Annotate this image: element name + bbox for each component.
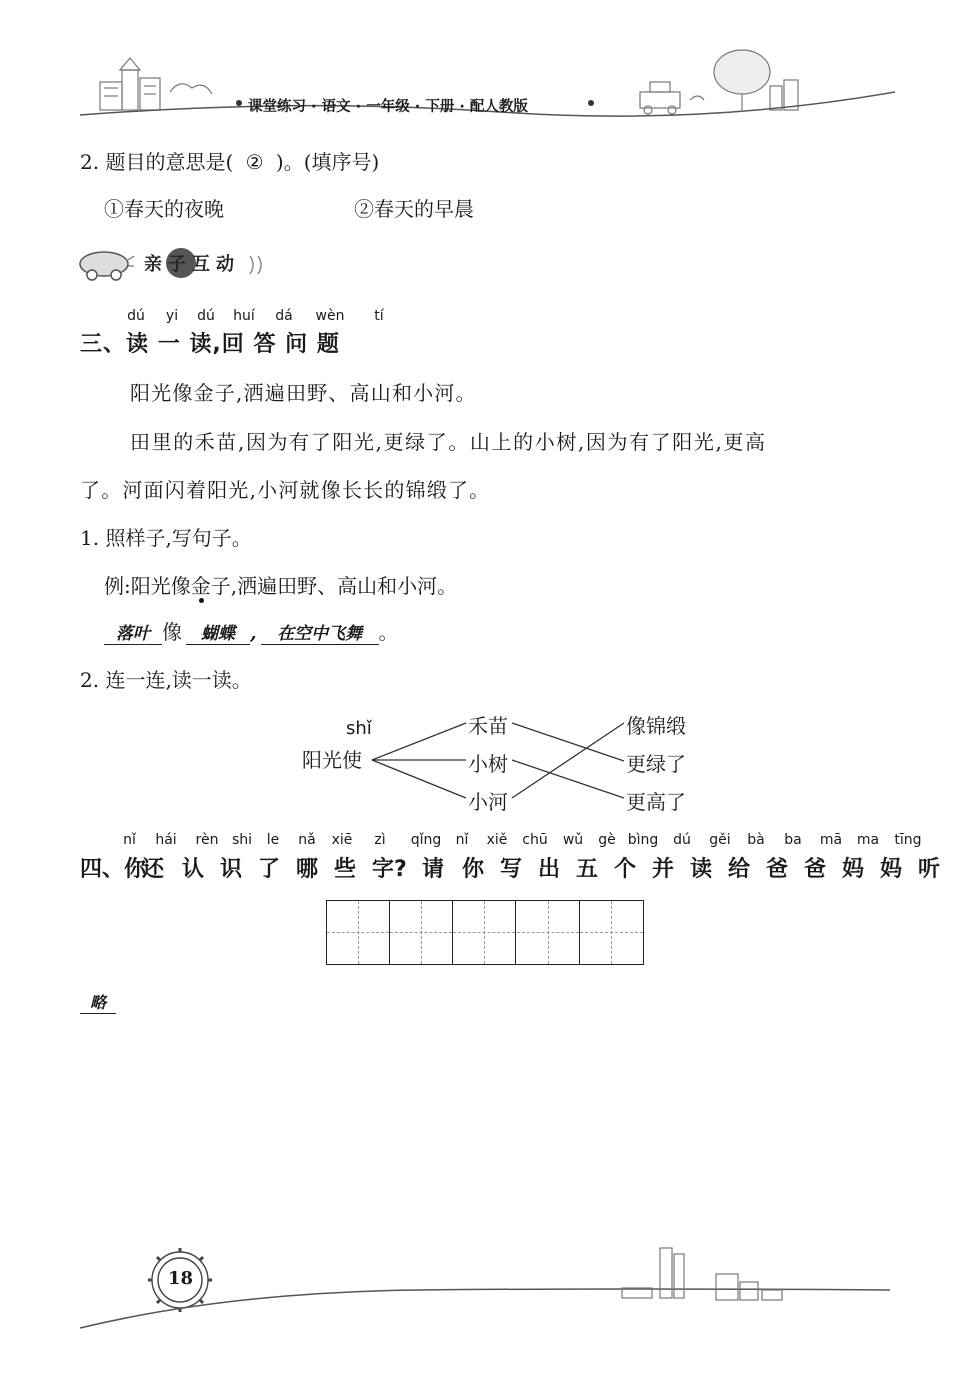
- pinyin: le: [266, 832, 280, 848]
- grid-cell[interactable]: [517, 901, 580, 964]
- title-char: 读: [126, 332, 150, 357]
- question-1-title: 1. 照样子,写句子。: [80, 526, 252, 550]
- line-subject-to-1: [372, 723, 466, 760]
- match-middle-2: 小树: [468, 752, 508, 776]
- question-2-text-before: 2. 题目的意思是(: [80, 150, 234, 174]
- pinyin: xiē: [331, 832, 353, 848]
- title-char: 写: [500, 857, 523, 882]
- grid-cell[interactable]: [327, 901, 390, 964]
- title-char: 读: [690, 857, 713, 882]
- pinyin: ma: [856, 832, 880, 848]
- answer-like-word: 像: [162, 620, 182, 644]
- title-char: 妈: [842, 857, 865, 882]
- pinyin: nǐ: [455, 832, 469, 848]
- answer-period: 。: [378, 622, 398, 644]
- section-4-pinyin: [114, 832, 929, 848]
- title-char: 听: [918, 857, 941, 882]
- section-4-answer-blank: 略: [80, 990, 116, 1014]
- section-4-title: [80, 852, 956, 883]
- title-char: 爸: [766, 857, 789, 882]
- example-sentence: 例:阳光像金子,洒遍田野、高山和小河。: [104, 574, 458, 598]
- title-char: 你: [462, 857, 485, 882]
- pinyin: huí: [233, 308, 255, 324]
- grid-guide-horizontal: [390, 932, 452, 933]
- pinyin: tí: [374, 308, 384, 324]
- grid-guide-horizontal: [580, 932, 643, 933]
- title-char: 妈: [880, 857, 903, 882]
- pinyin: gè: [598, 832, 616, 848]
- line-2-to-taller: [512, 760, 624, 798]
- title-char: 给: [728, 857, 751, 882]
- match-subject: 阳光使: [302, 748, 362, 772]
- pinyin: hái: [155, 832, 177, 848]
- grid-cell[interactable]: [390, 901, 453, 964]
- footer-curve-line: [80, 1289, 890, 1328]
- pinyin: qǐng: [410, 832, 442, 848]
- answer-blank-action: 在空中飞舞: [261, 619, 379, 645]
- option-2: ②春天的早晨: [354, 197, 474, 221]
- line-subject-to-3: [372, 760, 466, 798]
- match-right-1: 像锦缎: [626, 714, 686, 738]
- pinyin: zì: [374, 832, 386, 848]
- pinyin: tīng: [894, 832, 922, 848]
- passage-paragraph-2-line-1: 田里的禾苗,因为有了阳光,更绿了。山上的小树,因为有了阳光,更高: [130, 430, 767, 454]
- match-middle-1: 禾苗: [468, 714, 508, 738]
- passage-paragraph-2-line-2: 了。河面闪着阳光,小河就像长长的锦缎了。: [80, 478, 491, 502]
- title-char: 五: [576, 857, 599, 882]
- grid-cell[interactable]: [580, 901, 643, 964]
- header-title: 课堂练习 · 语文 · 一年级 · 下册 · 配人教版: [248, 99, 528, 115]
- answer-comma: ,: [250, 622, 257, 644]
- pinyin: bà: [747, 832, 765, 848]
- title-char: 认: [182, 857, 205, 882]
- pinyin: chū: [522, 832, 548, 848]
- badge-label: 亲子互动: [144, 254, 240, 275]
- grid-cell[interactable]: [453, 901, 516, 964]
- pinyin: rèn: [195, 832, 219, 848]
- pinyin: dú: [197, 308, 215, 324]
- title-char: 四、你: [80, 857, 147, 882]
- pinyin: gěi: [709, 832, 731, 848]
- line-3-to-brocade: [512, 723, 624, 798]
- grid-guide-horizontal: [327, 932, 389, 933]
- pinyin: wèn: [315, 308, 345, 324]
- answer-blank-subject: 落叶: [104, 619, 162, 645]
- match-right-3: 更高了: [626, 790, 686, 814]
- match-middle-3: 小河: [468, 790, 508, 814]
- pinyin: nǐ: [123, 832, 136, 848]
- pinyin: bìng: [627, 832, 659, 848]
- title-char: 了: [258, 857, 281, 882]
- footer-decoration: [0, 1230, 979, 1340]
- pinyin: ba: [784, 832, 802, 848]
- title-char: 爸: [804, 857, 827, 882]
- section-3-prefix: 三、: [80, 332, 127, 357]
- writing-grid: [326, 900, 644, 965]
- title-char: 出: [538, 857, 561, 882]
- grid-guide-horizontal: [453, 932, 515, 933]
- title-char: ,回: [212, 332, 245, 357]
- title-char: 些: [334, 857, 357, 882]
- pinyin: dá: [275, 308, 293, 324]
- title-char: 请: [422, 857, 445, 882]
- page-number: 18: [168, 1268, 194, 1289]
- match-pinyin: shǐ: [346, 718, 372, 739]
- title-char: 字?: [372, 857, 407, 882]
- title-char: 识: [220, 857, 243, 882]
- title-char: 答: [253, 332, 277, 357]
- pinyin: wǔ: [562, 832, 584, 848]
- title-char: 题: [316, 332, 340, 357]
- town-sketch-footer: [622, 1248, 782, 1300]
- pinyin: dú: [127, 308, 145, 324]
- title-char: 哪: [296, 857, 319, 882]
- pinyin: dú: [673, 832, 691, 848]
- match-right-2: 更绿了: [626, 752, 686, 776]
- passage-paragraph-1: 阳光像金子,洒遍田野、高山和小河。: [130, 381, 477, 405]
- title-char: 并: [652, 857, 675, 882]
- pinyin: shi: [231, 832, 253, 848]
- pinyin: xiě: [486, 832, 508, 848]
- pinyin: yi: [165, 308, 179, 324]
- title-char: 个: [614, 857, 637, 882]
- title-char: 读: [189, 332, 213, 357]
- line-1-to-green: [512, 723, 624, 761]
- question-2-answer: ②: [245, 150, 264, 174]
- title-char: 一: [157, 332, 181, 357]
- answer-blank-object: 蝴蝶: [186, 619, 250, 645]
- question-2-match-title: 2. 连一连,读一读。: [80, 668, 252, 692]
- option-1: ①春天的夜晚: [104, 197, 224, 221]
- pinyin: nǎ: [298, 832, 316, 848]
- pinyin: mā: [819, 832, 843, 848]
- section-4-answer: [80, 990, 116, 1014]
- question-2-text-after: )。(填序号): [275, 150, 380, 174]
- title-char: 问: [285, 332, 309, 357]
- title-char: 还: [142, 857, 165, 882]
- grid-guide-horizontal: [517, 932, 579, 933]
